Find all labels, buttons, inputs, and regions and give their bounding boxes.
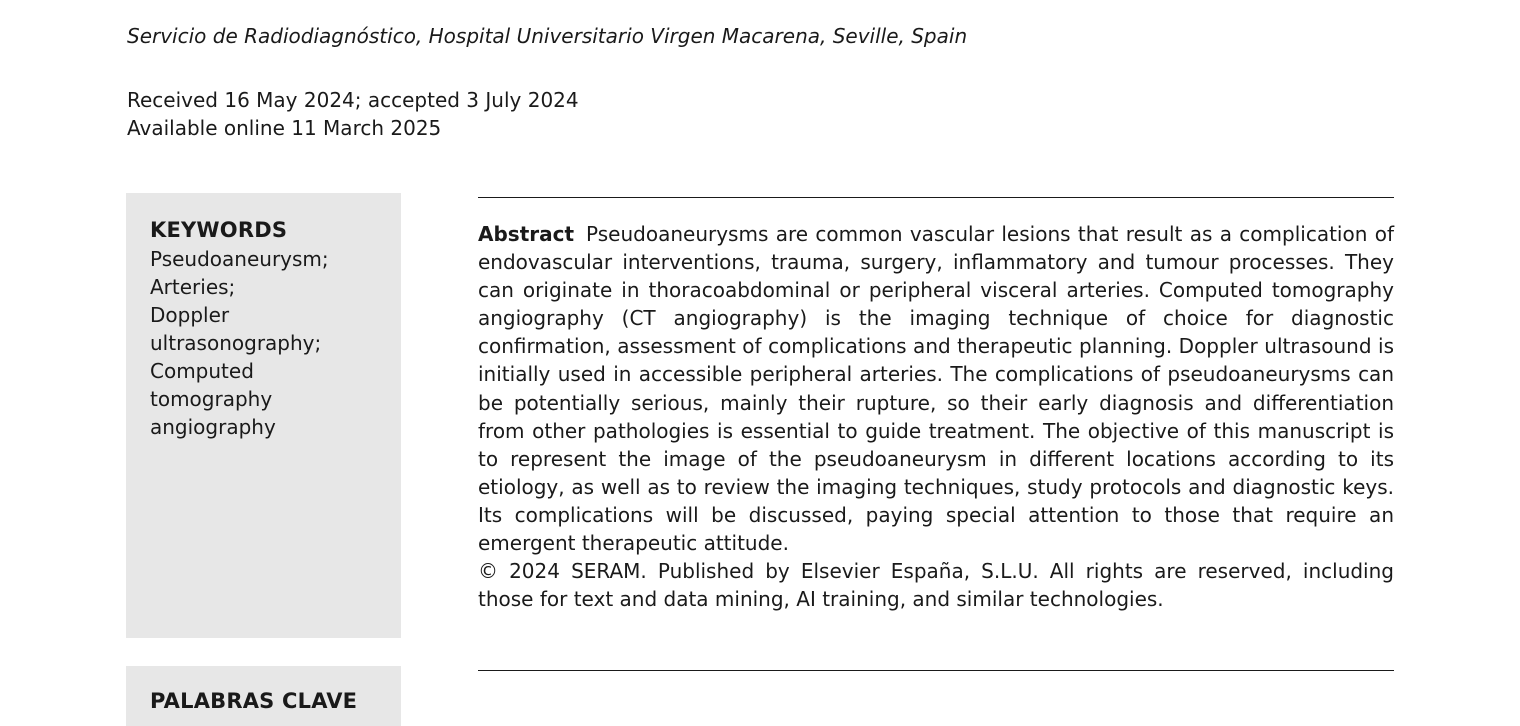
abstract-section [478,220,1394,613]
palabras-clave-list [150,686,390,716]
keywords-list [150,215,390,441]
copyright-notice: © 2024 SERAM. Published by Elsevier España, S.L.U. All rights are reserved, including those for text and data mining, AI training, and similar technologies. [478,559,1394,612]
available-online-date: Available online 11 March 2025 [127,116,442,140]
abstract-paragraph [478,220,1394,557]
keyword-item: ultrasonography; [150,331,322,355]
keywords-heading: KEYWORDS [150,218,288,242]
keyword-item: angiography [150,415,276,439]
keyword-item: Computed [150,359,254,383]
palabras-clave-panel [126,666,401,726]
keyword-item: Pseudoaneurysm; [150,247,329,271]
abstract-top-rule [478,197,1394,198]
abstract-text: Pseudoaneurysms are common vascular lesions that result as a complication of endovascular interventions, trauma, surgery, inflammatory and tumour processes. They can originate in thoracoabdominal or peripheral visceral arteries. Computed tomography angiography (CT angiography) is the imaging technique of choice for diagnostic confirmation, assessment of complications and therapeutic planning. Doppler ultrasound is initially used in accessible peripheral arteries. The complications of pseudoaneurysms can be potentially serious, mainly their rupture, so their early diagnosis and differentiation from other pathologies is essential to guide treatment. The objective of this manuscript is to represent the image of the pseudoaneurysm in different locations according to its etiology, as well as to review the imaging techniques, study protocols and diagnostic keys. Its complications will be discussed, paying special attention to those that require an emergent therapeutic attitude. [478,222,1394,556]
author-affiliation: Servicio de Radiodiagnóstico, Hospital Universitario Virgen Macarena, Seville, Spain [127,24,968,48]
keyword-item: tomography [150,387,273,411]
keyword-item: Arteries; [150,275,236,299]
received-accepted-dates: Received 16 May 2024; accepted 3 July 2024 [127,88,579,112]
resumen-top-rule [478,670,1394,671]
abstract-label: Abstract [478,222,575,246]
article-dates [127,86,579,142]
keywords-panel [126,193,401,638]
keyword-item: Doppler [150,303,230,327]
palabras-clave-heading: PALABRAS CLAVE [150,689,358,713]
